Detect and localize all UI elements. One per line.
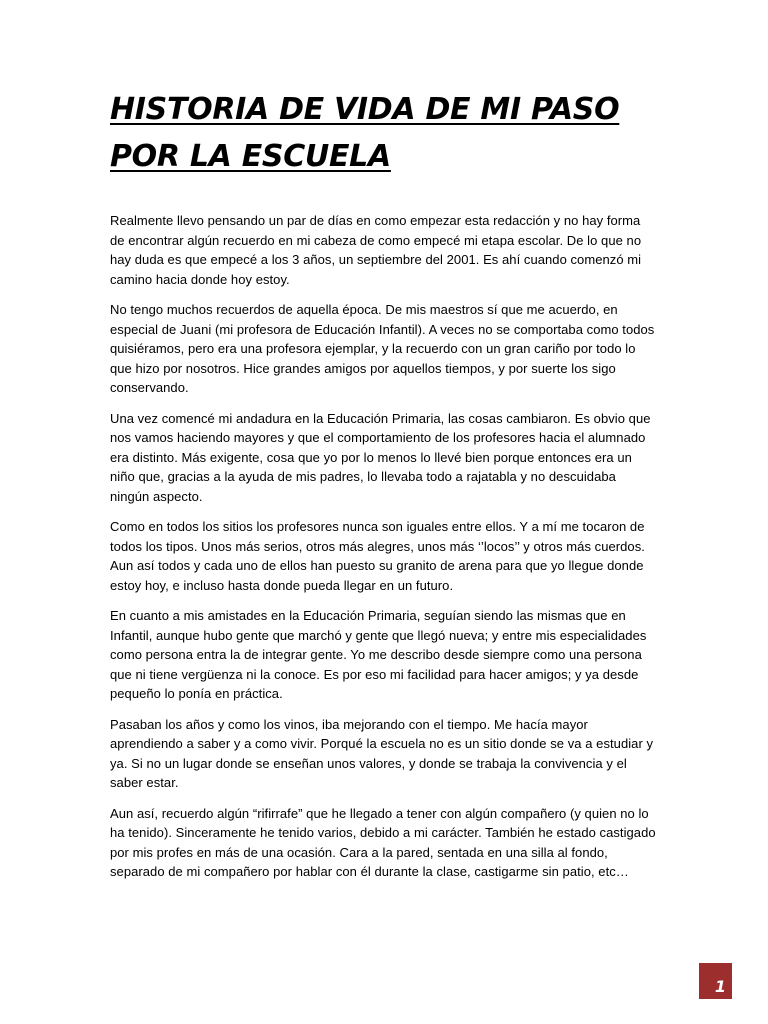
page-number-badge [699, 963, 732, 999]
page-number: 1 [714, 977, 726, 996]
paragraph: No tengo muchos recuerdos de aquella época. De mis maestros sí que me acuerdo, en especial de Juani (mi profesora de Educación Infantil). A veces no se comportaba como todos quisiéramos, pero era una profesora ejemplar, y la recuerdo con un gran cariño por todo lo que hizo por nosotros. Hice grandes amigos por aquellos tiempos, y por suerte los sigo conservando. [110, 302, 655, 395]
paragraph: Realmente llevo pensando un par de días en como empezar esta redacción y no hay forma de encontrar algún recuerdo en mi cabeza de como empecé mi etapa escolar. De lo que no hay duda es que empecé a los 3 años, un septiembre del 2001. Es ahí cuando comenzó mi camino hacia donde hoy estoy. [110, 213, 642, 287]
document-title: HISTORIA DE VIDA DE MI PASO POR LA ESCUELA [110, 92, 620, 174]
paragraph: Aun así, recuerdo algún “rifirrafe” que he llegado a tener con algún compañero (y quien no lo ha tenido). Sinceramente he tenido varios, debido a mi carácter. También he estado castigado por mis profes en más de una ocasión. Cara a la pared, sentada en una silla al fondo, separado de mi compañero por hablar con él durante la clase, castigarme sin patio, etc… [110, 805, 656, 879]
paragraph: En cuanto a mis amistades en la Educación Primaria, seguían siendo las mismas que en Infantil, aunque hubo gente que marchó y gente que llegó nueva; y entre mis especialidades como persona entra la de integrar gente. Yo me describo desde siempre como una persona que ni tiene vergüenza ni la conoce. Es por eso mi facilidad para hacer amigos; y ya desde pequeño lo ponía en práctica. [110, 608, 647, 701]
document-body [110, 211, 658, 893]
paragraph: Una vez comencé mi andadura en la Educación Primaria, las cosas cambiaron. Es obvio que nos vamos haciendo mayores y que el comportamiento de los profesores hacia el alumnado era distinto. Más exigente, cosa que yo por lo menos lo llevé bien porque entonces era un niño que, gracias a la ayuda de mis padres, lo llevaba todo a rajatabla y no descuidaba ningún aspecto. [110, 410, 651, 504]
paragraph: Pasaban los años y como los vinos, iba mejorando con el tiempo. Me hacía mayor aprendiendo a saber y a como vivir. Porqué la escuela no es un sitio donde se va a estudiar y ya. Si no un lugar donde se enseñan unos valores, y donde se trabaja la convivencia y el saber estar. [110, 716, 654, 790]
paragraph: Como en todos los sitios los profesores nunca son iguales entre ellos. Y a mí me tocaron de todos los tipos. Unos más serios, otros más alegres, unos más ‘’locos’’ y otros más cuerdos. Aun así todos y cada uno de ellos han puesto su granito de arena para que yo llegue donde estoy hoy, e incluso hasta donde pueda llegar en un futuro. [110, 519, 645, 593]
